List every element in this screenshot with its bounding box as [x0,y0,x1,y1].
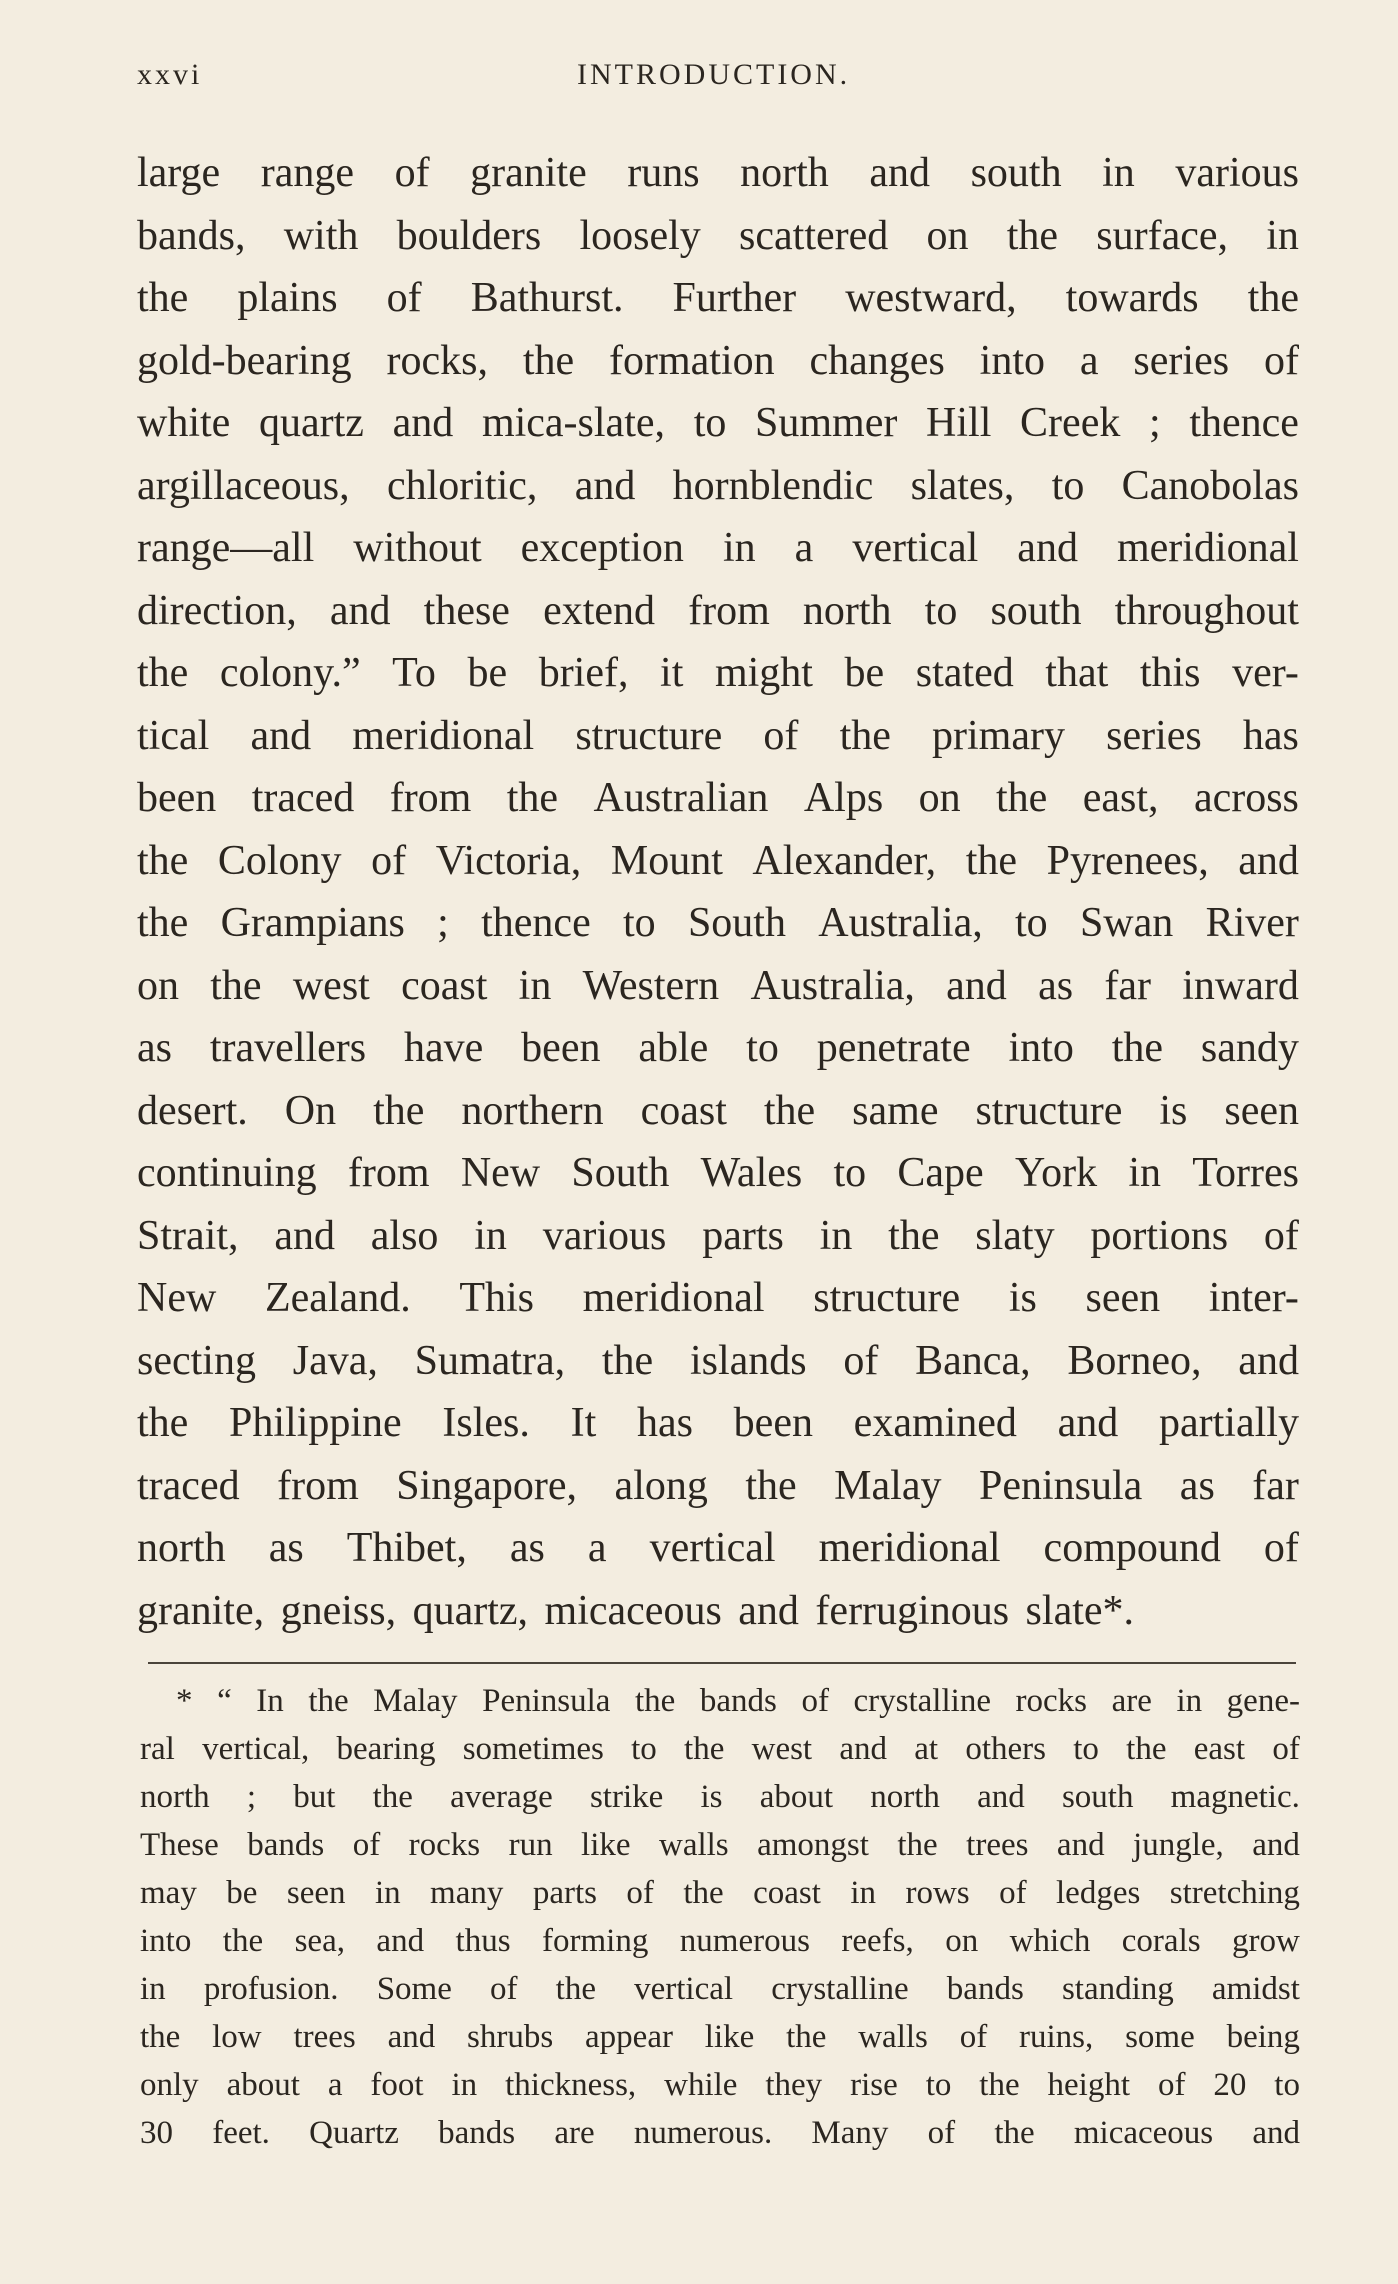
footnote-line: into the sea, and thus forming numerous reefs, on which corals grow [140,1923,1300,1959]
footnote-line: These bands of rocks run like walls amongst the trees and jungle, and [140,1827,1300,1863]
body-line: gold-bearing rocks, the formation changes into a series of [137,337,1299,384]
body-line: continuing from New South Wales to Cape York in Torres [137,1150,1299,1196]
body-line: the Philippine Isles. It has been examined and partially [137,1400,1299,1446]
footnote-line: may be seen in many parts of the coast in rows of ledges stretching [140,1875,1300,1911]
body-line: on the west coast in Western Australia, and as far inward [137,962,1299,1009]
footnote [140,1677,1300,2157]
footnote-line: only about a foot in thickness, while they rise to the height of 20 to [140,2067,1300,2103]
body-line: the colony.” To be brief, it might be stated that this ver- [137,650,1299,696]
body-line: the Grampians ; thence to South Australia, to Swan River [137,900,1299,946]
footnote-line: the low trees and shrubs appear like the walls of ruins, some being [140,2019,1300,2055]
body-line: Strait, and also in various parts in the slaty portions of [137,1212,1299,1259]
footnote-line: north ; but the average strike is about north and south magnetic. [140,1779,1300,1815]
body-line: granite, gneiss, quartz, micaceous and ferruginous slate*. [137,1587,1135,1634]
body-line: the Colony of Victoria, Mount Alexander, the Pyrenees, and [137,837,1299,884]
footnote-line: 30 feet. Quartz bands are numerous. Many of the micaceous and [140,2115,1300,2151]
body-line: argillaceous, chloritic, and hornblendic slates, to Canobolas [137,462,1299,509]
body-line: been traced from the Australian Alps on the east, across [137,775,1299,821]
body-line: traced from Singapore, along the Malay Peninsula as far [137,1462,1299,1509]
body-line: bands, with boulders loosely scattered on the surface, in [137,212,1299,259]
body-line: secting Java, Sumatra, the islands of Banca, Borneo, and [137,1337,1299,1384]
body-line: north as Thibet, as a vertical meridional compound of [137,1525,1299,1571]
body-line: direction, and these extend from north to south throughout [137,587,1299,634]
body-line: the plains of Bathurst. Further westward, towards the [137,275,1299,321]
body-text [137,142,1299,1642]
running-head [137,58,1297,98]
body-line: large range of granite runs north and south in various [137,150,1299,196]
body-line: New Zealand. This meridional structure is seen inter- [137,1275,1299,1321]
running-title: INTRODUCTION. [577,58,851,91]
body-line: desert. On the northern coast the same structure is seen [137,1087,1299,1134]
body-line: as travellers have been able to penetrate into the sandy [137,1025,1299,1071]
footnote-line: ral vertical, bearing sometimes to the west and at others to the east of [140,1731,1300,1767]
footnote-line: in profusion. Some of the vertical crystalline bands standing amidst [140,1971,1300,2007]
footnote-divider [148,1662,1296,1664]
page-number: xxvi [137,58,203,91]
body-line: white quartz and mica-slate, to Summer Hill Creek ; thence [137,400,1299,446]
body-line: range—all without exception in a vertical and meridional [137,525,1299,571]
body-line: tical and meridional structure of the primary series has [137,712,1299,759]
footnote-line: * “ In the Malay Peninsula the bands of crystalline rocks are in gene- [176,1683,1300,1719]
